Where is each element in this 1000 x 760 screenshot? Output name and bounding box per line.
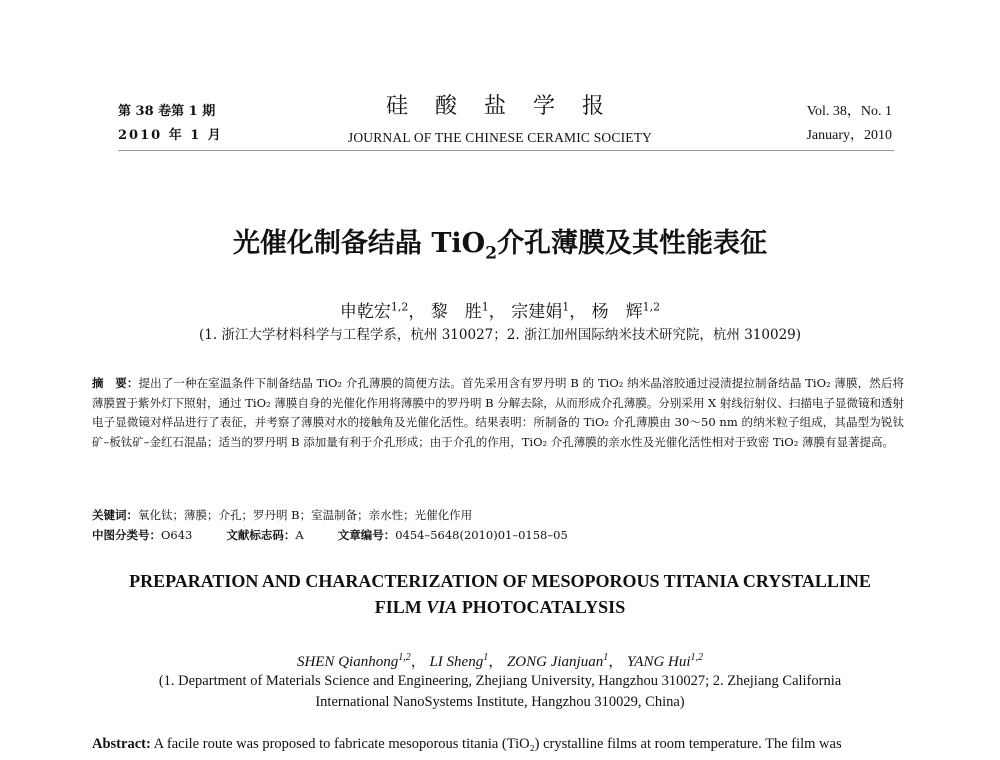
title-cn-part1: 光催化制备结晶 TiO xyxy=(232,228,486,259)
author-en: YANG Hui$^{1,2}$ xyxy=(627,652,704,670)
date-cn: 2010 年 1 月 xyxy=(118,128,223,143)
volume-issue-en: Vol. 38，No. 1 xyxy=(806,104,892,119)
article-number-label: 文章编号： xyxy=(337,527,396,542)
affiliation-en: (1. Department of Materials Science and Engineering, Zhejiang University, Hangzhou 310027; 2. Zhejiang California International NanoSystems Institute, Hangzhou 310029, China) xyxy=(158,673,842,710)
author-cn: 申乾宏$^{1,2}$， xyxy=(339,300,426,322)
abstract-cn-text: 提出了一种在室温条件下制备结晶 TiO₂ 介孔薄膜的简便方法。首先采用含有罗丹明 B 的 TiO₂ 纳米晶溶胶通过浸渍提拉制备结晶 TiO₂ 薄膜，然后将薄膜置于紫外灯下照射，通过 TiO₂ 薄膜自身的光催化作用将薄膜中的罗丹明 B 分解去除，从而形成介孔薄膜。分别采用 X 射线衍射仪、扫描电子显微镜和透射电子显微镜对样品进行了表征，并考察了薄膜对水的接触角及光催化活性。结果表明：所制备的 TiO₂ 介孔薄膜由 30～50 nm 的纳米粒子组成，其晶型为锐钛矿–板钛矿–金红石混晶；适当的罗丹明 B 添加量有利于介孔形成；由于介孔的作用，TiO₂ 介孔薄膜的亲水性及光催化活性相对于致密 TiO₂ 薄膜有显著提高。 xyxy=(92,376,905,449)
date-en: January，2010 xyxy=(806,128,892,143)
doc-code-label: 文献标志码： xyxy=(226,527,296,542)
author-cn: 黎 胜$^1$， xyxy=(430,300,506,322)
article-title-cn xyxy=(0,226,1000,271)
journal-name-cn: 硅 酸 盐 学 报 xyxy=(386,94,614,119)
author-en: ZONG Jianjuan$^1$， xyxy=(506,652,624,670)
abstract-en xyxy=(92,734,904,754)
header-right xyxy=(806,100,892,148)
abstract-en-text: A facile route was proposed to fabricate mesoporous titania (TiO₂) crystalline films at room temperature. The film was xyxy=(153,736,842,752)
clc-label: 中图分类号： xyxy=(92,527,161,542)
author-en: LI Sheng$^1$， xyxy=(429,652,504,670)
authors-en xyxy=(0,648,1000,672)
article-number-value: 0454–5648(2010)01–0158–05 xyxy=(395,527,568,542)
authors-cn xyxy=(0,295,1000,324)
title-en-line2: FILM VIA PHOTOCATALYSIS xyxy=(374,597,626,617)
keywords-label: 关键词： xyxy=(92,508,138,522)
volume-issue-cn: 第 38 卷第 1 期 xyxy=(118,104,216,119)
article-title-en xyxy=(0,568,1000,620)
title-cn-part2: 介孔薄膜及其性能表征 xyxy=(497,228,768,259)
doc-code-value: A xyxy=(295,527,304,542)
title-cn-subscript: 2 xyxy=(485,243,498,264)
classification-line xyxy=(92,526,904,546)
affiliation-cn: (1. 浙江大学材料科学与工程学系，杭州 310027；2. 浙江加州国际纳米技术研究院，杭州 310029) xyxy=(198,327,802,343)
clc-value: O643 xyxy=(161,527,193,542)
abstract-en-label: Abstract: xyxy=(92,736,151,752)
abstract-cn-label: 摘 要： xyxy=(92,376,139,390)
author-cn: 杨 辉$^{1,2}$ xyxy=(591,300,661,322)
author-cn: 宗建娟$^1$， xyxy=(511,300,587,322)
keywords-line xyxy=(92,506,904,526)
keywords-block xyxy=(92,506,904,545)
header-divider xyxy=(118,150,894,151)
keywords-text: 氧化钛；薄膜；介孔；罗丹明 B；室温制备；亲水性；光催化作用 xyxy=(138,508,473,522)
abstract-cn xyxy=(92,374,904,452)
title-en-line1: PREPARATION AND CHARACTERIZATION OF MESOPOROUS TITANIA CRYSTALLINE xyxy=(129,571,871,591)
author-en: SHEN Qianhong$^{1,2}$， xyxy=(296,652,426,670)
journal-name-en: JOURNAL OF THE CHINESE CERAMIC SOCIETY xyxy=(347,130,653,145)
